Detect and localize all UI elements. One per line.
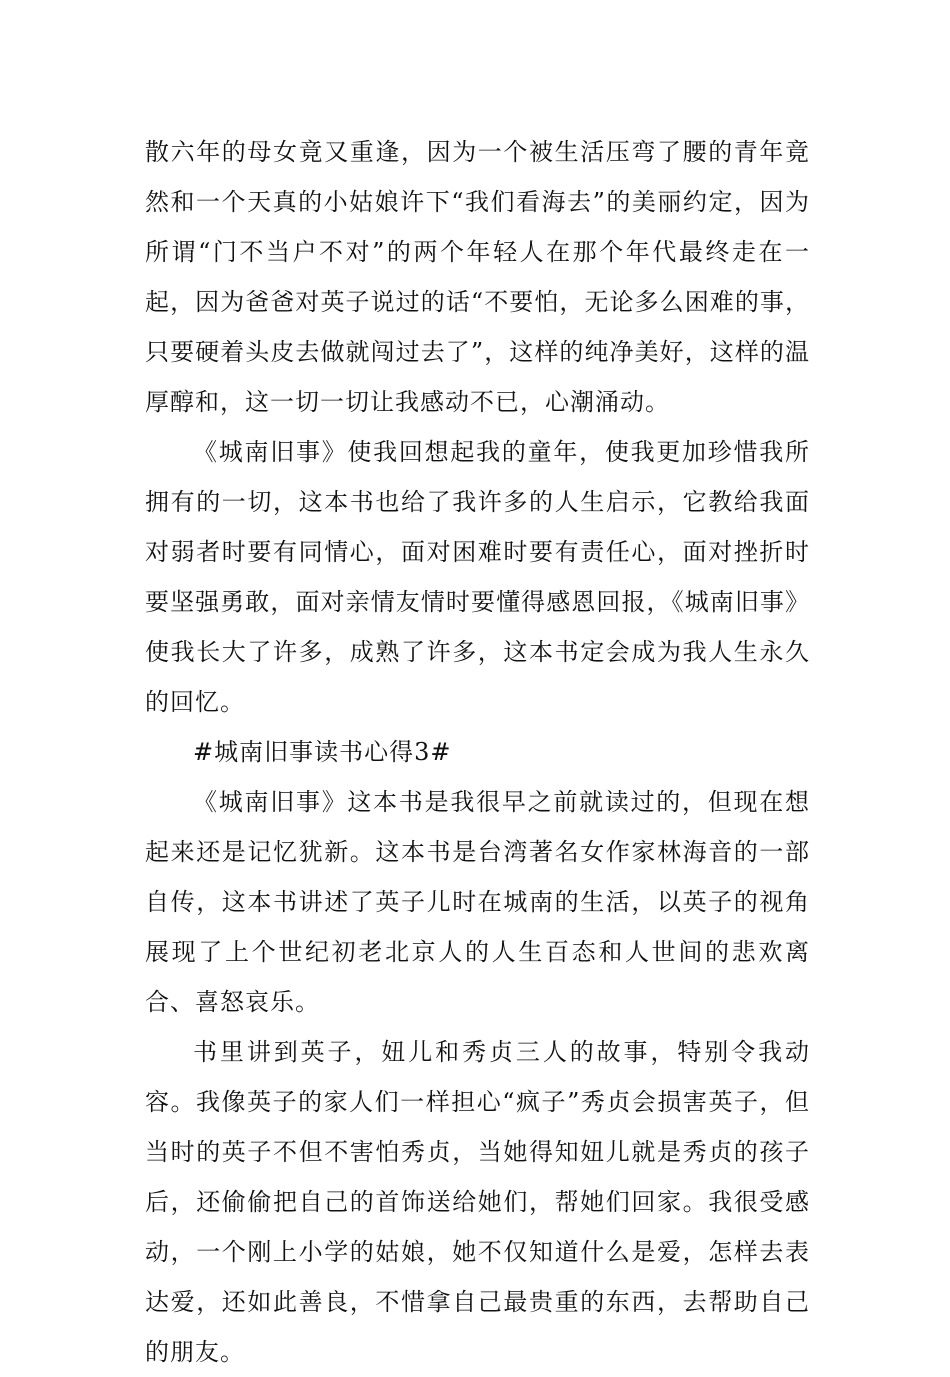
section-heading: #城南旧事读书心得3# xyxy=(193,738,452,766)
paragraph-intro: 《城南旧事》这本书是我很早之前就读过的，但现在想起来还是记忆犹新。这本书是台湾著名女作家林海音的一部自传，这本书讲述了英子儿时在城南的生活，以英子的视角展现了上个世纪初老北京人的人生百态和人世间的悲欢离合、喜怒哀乐。 xyxy=(145,788,810,1016)
paragraph-story: 书里讲到英子，妞儿和秀贞三人的故事，特别令我动容。我像英子的家人们一样担心“疯子”秀贞会损害英子，但当时的英子不但不害怕秀贞，当她得知妞儿就是秀贞的孩子后，还偷偷把自己的首饰送给她们，帮她们回家。我很受感动，一个刚上小学的姑娘，她不仅知道什么是爱，怎样去表达爱，还如此善良，不惜拿自己最贵重的东西，去帮助自己的朋友。 xyxy=(145,1038,810,1366)
paragraph-reflection: 《城南旧事》使我回想起我的童年，使我更加珍惜我所拥有的一切，这本书也给了我许多的人生启示，它教给我面对弱者时要有同情心，面对困难时要有责任心，面对挫折时要坚强勇敢，面对亲情友情时要懂得感恩回报，《城南旧事》使我长大了许多，成熟了许多，这本书定会成为我人生永久的回忆。 xyxy=(145,438,810,716)
document-body xyxy=(145,127,810,1377)
paragraph-continued: 散六年的母女竟又重逢，因为一个被生活压弯了腰的青年竟然和一个天真的小姑娘许下“我们看海去”的美丽约定，因为所谓“门不当户不对”的两个年轻人在那个年代最终走在一起，因为爸爸对英子说过的话“不要怕，无论多么困难的事，只要硬着头皮去做就闯过去了”，这样的纯净美好，这样的温厚醇和，这一切一切让我感动不已，心潮涌动。 xyxy=(145,138,810,416)
